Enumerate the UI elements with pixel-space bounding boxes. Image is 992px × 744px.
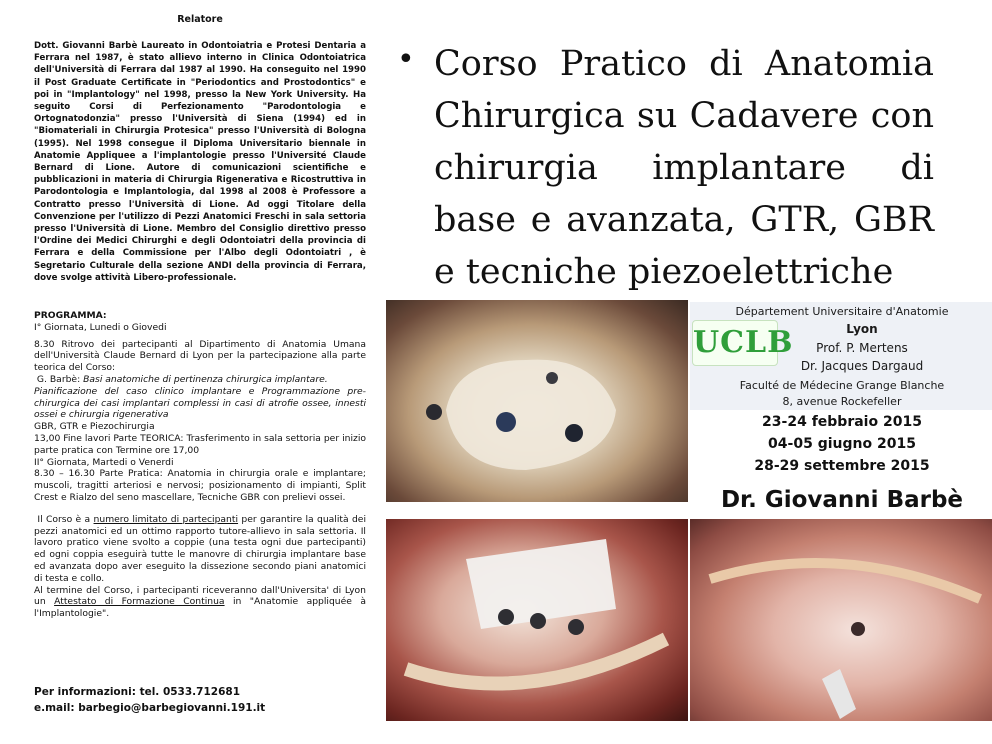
photo-drawing	[386, 519, 688, 721]
uclb-logo: UCLB	[692, 320, 778, 366]
speaker-bio: Dott. Giovanni Barbè Laureato in Odontoiatria e Protesi Dentaria a Ferrara nel 1987, è stato allievo interno in Clinica Odontoiatrica dell'Università di Ferrara dal 1987 al 1990. Ha conseguito nel 1990 il Post Graduate Certificate in "Periodontics and Prostodontics" e poi in "Implantology" nel 1998, presso la New York University. Ha seguito Corsi di Perfezionamento "Parodontologia e Ortognatodonzia" presso l'Università di Siena (1994) ed in "Biomateriali in Chirurgia Protesica" presso l'Università di Bologna (1995). Nel 1998 consegue il Diploma Universitario biennale in Anatomie Appliquee a l'implantologie presso l'Université Claude Bernard di Lione. Autore di comunicazioni scientifiche e pubblicazioni in materia di Chirurgia Rigenerativa e Ricostruttiva in Parodontologia e Implantologia, dal 1998 al 2008 è Professore a Contratto presso l'Università di Lione. Ad oggi Titolare della Convenzione per l'utilizzo di Pezzi Anatomici Freschi in sala settoria presso l'Università di Lione. Membro del Consiglio direttivo presso l'Ordine dei Medici Chirurghi e degli Odontoiatri della provincia di Ferrara e della Commissione per l'Albo degli Odontoiatri , è Segretario Culturale della sezione ANDI della provincia di Ferrara, dove svolge attività Libero-professionale.	[34, 41, 366, 283]
program-day2: II° Giornata, Martedi o Venerdi	[34, 456, 174, 468]
program-practice: 8.30 – 16.30 Parte Pratica: Anatomia in chirurgia orale e implantare; muscoli, tragitti arteriosi e nervosi; posizionamento di impianti, Split Crest e Rialzo del seno mascellare, Tecniche GBR con prelievi ossei.	[34, 468, 366, 503]
faculty-name: Faculté de Médecine Grange Blanche	[739, 379, 945, 392]
city-name: Lyon	[846, 322, 878, 336]
cadaver-photo-sinus	[690, 519, 992, 721]
date-3: 28-29 settembre 2015	[754, 458, 930, 474]
cadaver-photo-mandible	[386, 519, 688, 721]
course-limits: Il Corso è a numero limitato di partecipanti per garantire la qualità dei pezzi anatomici ed un ottimo rapporto tutore-allievo in sala settoria. Il lavoro pratico viene svolto a coppie (una testa ogni due partecipanti) ed ogni coppia eseguirà tutte le manovre di chirurgia implantare base ed avanzata dopo aver eseguito la dissezione secondo piani anatomici di testa e collo.	[34, 513, 366, 584]
program-section	[34, 310, 366, 620]
contact-info	[34, 684, 366, 716]
doctor-name: Dr. Jacques Dargaud	[800, 359, 924, 373]
speaker-prefix: G. Barbè:	[36, 373, 81, 385]
certificate-text: Attestato di Formazione Continua	[54, 596, 225, 608]
cadaver-photo-implants	[386, 300, 688, 502]
program-speaker	[34, 374, 366, 386]
course-certificate: Al termine del Corso, i partecipanti riceveranno dall'Universita' di Lyon un Attestato di Formazione Continua in "Anatomie appliquée à l'Implantologie".	[34, 584, 366, 620]
relatore-heading: Relatore	[177, 14, 223, 25]
professor-name: Prof. P. Mertens	[816, 341, 908, 355]
date-2: 04-05 giugno 2015	[768, 436, 916, 452]
presenter-name: Dr. Giovanni Barbè	[720, 487, 964, 513]
program-arrival: 8.30 Ritrovo dei partecipanti al Dipartimento di Anatomia Umana dell'Università Claude Bernard di Lyon per la partecipazione alla parte teorica del Corso:	[34, 338, 366, 374]
photo-drawing	[690, 519, 992, 721]
program-end-theory: 13,00 Fine lavori Parte TEORICA: Trasferimento in sala settoria per inizio parte pratica con Termine ore 17,00	[34, 432, 366, 456]
department-name: Département Universitaire d'Anatomie	[735, 305, 949, 318]
contact-email: e.mail: barbegio@barbegiovanni.191.it	[34, 702, 266, 714]
course-title: Corso Pratico di Anatomia Chirurgica su Cadavere con chirurgia implantare di base e avanzata, GTR, GBR e tecniche piezoelettriche	[434, 44, 934, 292]
bullet-icon: •	[397, 42, 415, 77]
address: 8, avenue Rockefeller	[782, 395, 902, 408]
program-day1: I° Giornata, Lunedi o Giovedi	[34, 321, 167, 333]
program-gbr: GBR, GTR e Piezochirurgia	[34, 421, 155, 433]
program-planning: Pianificazione del caso clinico implantare e Programmazione pre-chirurgica dei casi implantari complessi in casi di atrofie ossee, innesti ossei e chirurgia rigenerativa	[34, 385, 366, 421]
contact-phone: Per informazioni: tel. 0533.712681	[34, 686, 240, 698]
limited-participants-text: numero limitato di partecipanti	[93, 513, 239, 525]
speaker-topic: Basi anatomiche di pertinenza chirurgica implantare.	[83, 373, 328, 385]
program-heading: PROGRAMMA:	[34, 310, 107, 321]
date-1: 23-24 febbraio 2015	[762, 414, 922, 430]
photo-drawing	[386, 300, 688, 502]
